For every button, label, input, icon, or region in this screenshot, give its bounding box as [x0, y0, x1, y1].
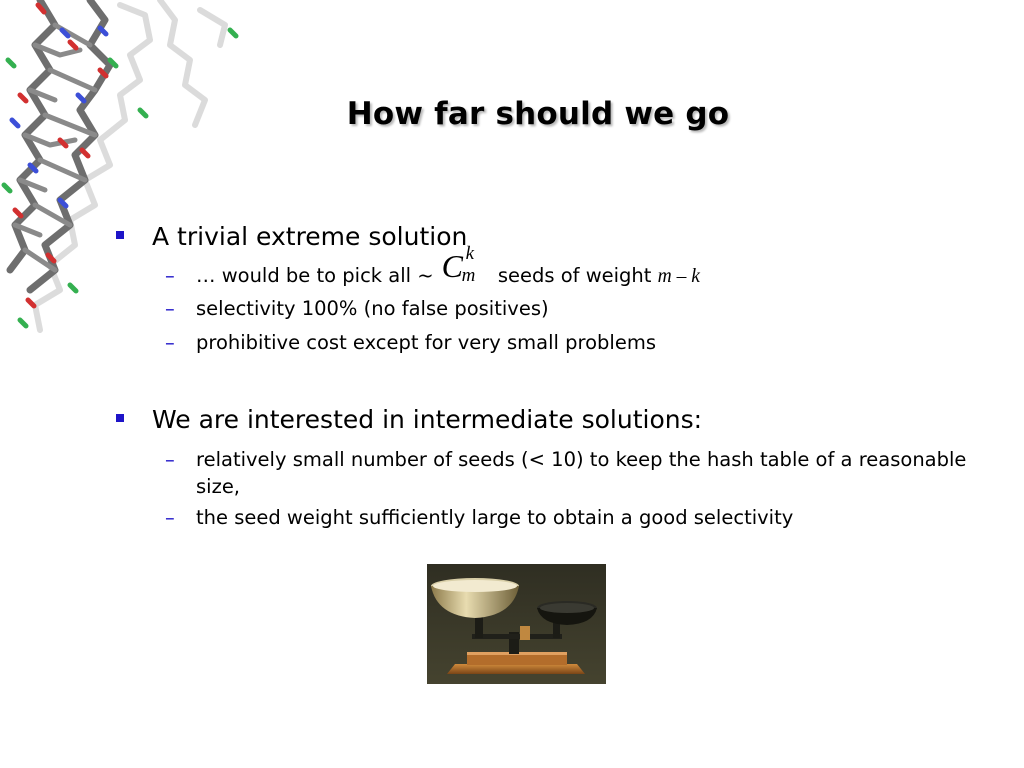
formula-superscript: k — [465, 243, 475, 264]
sub-bullet-text: … would be to pick all ~ — [196, 264, 434, 287]
bullet-item — [152, 405, 702, 434]
sub-bullet-text: selectivity 100% (no false positives) — [196, 297, 549, 320]
square-bullet-icon — [116, 414, 124, 422]
sub-bullet-text: relatively small number of seeds (< 10) to keep the hash table of a reasonable size, — [196, 448, 967, 498]
sub-bullet-item — [165, 243, 700, 288]
bullet-text: A trivial extreme solution — [152, 222, 468, 251]
sub-bullet-item — [165, 446, 971, 500]
sub-bullet-text: the seed weight sufficiently large to obtain a good selectivity — [196, 506, 794, 529]
bullet-text: We are interested in intermediate solutions: — [152, 405, 703, 434]
dash-bullet-icon: – — [165, 448, 175, 471]
binomial-formula — [434, 243, 492, 286]
slide-title: How far should we go — [346, 96, 730, 132]
formula-base: C — [441, 248, 463, 284]
dash-bullet-icon: – — [165, 297, 175, 320]
sub-bullet-item — [165, 506, 794, 529]
dna-molecule-decoration — [0, 0, 250, 340]
bullet-item — [152, 222, 467, 251]
sub-bullet-text-continued: seeds of weight — [497, 264, 652, 287]
sub-bullet-item — [165, 297, 549, 320]
dash-bullet-icon: – — [165, 506, 175, 529]
weight-expression: m – k — [657, 266, 700, 287]
sub-bullet-item — [165, 331, 657, 354]
formula-subscript: m — [461, 265, 476, 286]
sub-bullet-text: prohibitive cost except for very small problems — [196, 331, 657, 354]
square-bullet-icon — [116, 231, 124, 239]
dash-bullet-icon: – — [165, 331, 175, 354]
balance-scale-image — [427, 564, 606, 684]
dash-bullet-icon: – — [165, 264, 175, 287]
